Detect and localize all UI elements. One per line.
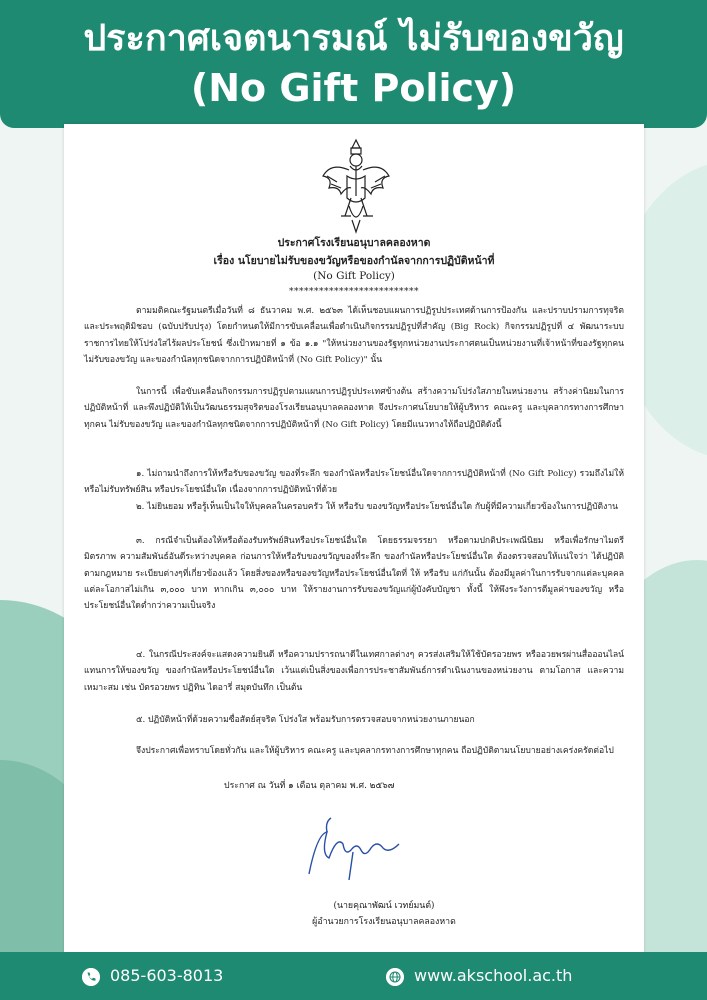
announcement-date: ประกาศ ณ วันที่ ๑ เดือน ตุลาคม พ.ศ. ๒๕๖๗ — [224, 781, 395, 791]
document-subject-english: (No Gift Policy) — [313, 270, 395, 282]
announcement-document — [64, 124, 644, 954]
paragraph: ๕. ปฏิบัติหน้าที่ด้วยความซื่อสัตย์สุจริต โปร่งใส พร้อมรับการตรวจสอบจากหน่วยงานภายนอก — [136, 715, 475, 725]
signature — [299, 814, 409, 886]
globe-icon — [386, 968, 404, 986]
page-footer — [0, 952, 707, 1000]
signer-name: (นายคุณาพัฒน์ เวทย์มนต์) — [333, 901, 435, 911]
document-subject: เรื่อง นโยบายไม่รับของขวัญหรือของกำนัลจากการปฏิบัติหน้าที่ — [213, 255, 495, 267]
paragraph: ๑. ไม่ถามนำถึงการให้หรือรับของขวัญ ของที่ระลึก ของกำนัลหรือประโยชน์อื่นใดจากการปฏิบัติหน้าที่ (No Gift Policy) รวมถึงไม่ให้หรือไม่รับทรัพย์สิน หรือประโยชน์อื่นใด เนื่องจากการปฏิบัติหน้าที่ด้วย — [84, 469, 624, 496]
signer-title: ผู้อำนวยการโรงเรียนอนุบาลคลองหาด — [312, 917, 456, 927]
page-header — [0, 0, 707, 128]
paragraph: จึงประกาศเพื่อทราบโดยทั่วกัน และให้ผู้บริหาร คณะครู และบุคลากรทางการศึกษาทุกคน ถือปฏิบัติตามนโยบายอย่างเคร่งครัดต่อไป — [136, 746, 614, 756]
phone-icon — [82, 968, 100, 986]
website-link[interactable]: www.akschool.ac.th — [414, 966, 573, 985]
paragraph: ในการนี้ เพื่อขับเคลื่อนกิจกรรมการปฏิรูปตามแผนการปฏิรูปประเทศข้างต้น สร้างความโปร่งใสภายในหน่วยงาน สร้างค่านิยมในการปฏิบัติหน้าที่ และพึงปฏิบัติให้เป็นวัฒนธรรมสุจริตของโรงเรียนอนุบาลคลองหาด จึงประกาศนโยบายให้ผู้บริหาร คณะครู และบุคลากรทางการศึกษาทุกคน ไม่รับของขวัญ และของกำนัลทุกชนิดจากการปฏิบัติหน้าที่ (No Gift Policy) โดยมีแนวทางให้ถือปฏิบัติดังนี้ — [84, 387, 624, 430]
phone-number[interactable]: 085-603-8013 — [110, 966, 224, 985]
paragraph: ๒. ไม่ยินยอม หรือรู้เห็นเป็นใจให้บุคคลในครอบครัว ให้ หรือรับ ของขวัญหรือประโยชน์อื่นใด กับผู้ที่มีความเกี่ยวข้องในการปฏิบัติงาน — [136, 502, 619, 512]
page-title: ประกาศเจตนารมณ์ ไม่รับของขวัญ — [83, 18, 624, 59]
paragraph: ๓. กรณีจำเป็นต้องให้หรือต้องรับทรัพย์สินหรือประโยชน์อื่นใด โดยธรรมจรรยา หรือตามปกติประเพณีนิยม หรือเพื่อรักษาไมตรี มิตรภาพ ความสัมพันธ์อันดีระหว่างบุคคล ก่อนการให้หรือรับของขวัญของที่ระลึก ของกำนัลหรือประโยชน์อื่นใด ต้องตรวจสอบให้แน่ใจว่า ได้ปฏิบัติตามกฎหมาย ระเบียบต่างๆที่เกี่ยวข้องแล้ว โดยสิ่งของหรือของขวัญหรือประโยชน์อื่นใดที่ ให้ หรือรับ แก่กันนั้น ต้องมีมูลค่าในการรับจากแต่ละบุคคล แต่ละโอกาสไม่เกิน ๓,๐๐๐ บาท หากเกิน ๓,๐๐๐ บาท ให้รายงานการรับของขวัญแก่ผู้บังคับบัญชา ทั้งนี้ ให้พึงระวังการตีมูลค่าของขวัญ หรือประโยชน์อื่นใดต่ำกว่าความเป็นจริง — [84, 536, 624, 612]
page-subtitle: (No Gift Policy) — [190, 66, 517, 110]
document-issuer: ประกาศโรงเรียนอนุบาลคลองหาด — [277, 237, 431, 249]
paragraph: ตามมติคณะรัฐมนตรีเมื่อวันที่ ๘ ธันวาคม พ.ศ. ๒๕๖๓ ได้เห็นชอบแผนการปฏิรูปประเทศด้านการป้องกัน และปราบปรามการทุจริตและประพฤติมิชอบ (ฉบับปรับปรุง) โดยกำหนดให้มีการขับเคลื่อนเพื่อดำเนินกิจกรรมปฏิรูปที่สำคัญ (Big Rock) กิจกรรมปฏิรูปที่ ๔ พัฒนาระบบราชการไทยให้โปร่งใสไร้ผลประโยชน์ ซึ่งเป้าหมายที่ ๑ ข้อ ๑.๑ "ให้หน่วยงานของรัฐทุกหน่วยงานประกาศตนเป็นหน่วยงานที่เจ้าหน้าที่ของรัฐทุกคนไม่รับของขวัญ และของกำนัลทุกชนิดจากการปฏิบัติหน้าที่ (No Gift Policy)" นั้น — [84, 306, 624, 365]
paragraph: ๔. ในกรณีประสงค์จะแสดงความยินดี หรือความปรารถนาดีในเทศกาลต่างๆ ควรส่งเสริมให้ใช้บัตรอวยพร หรืออวยพรผ่านสื่อออนไลน์ แทนการให้ของขวัญ ของกำนัลหรือประโยชน์อื่นใด เว้นแต่เป็นสิ่งของเพื่อการประชาสัมพันธ์การดำเนินงานของหน่วยงาน ตามโอกาส และความเหมาะสม เช่น บัตรอวยพร ปฏิทิน ไดอารี่ สมุดบันทึก เป็นต้น — [84, 650, 624, 693]
separator: ************************** — [289, 287, 419, 297]
garuda-emblem-icon — [319, 136, 393, 234]
